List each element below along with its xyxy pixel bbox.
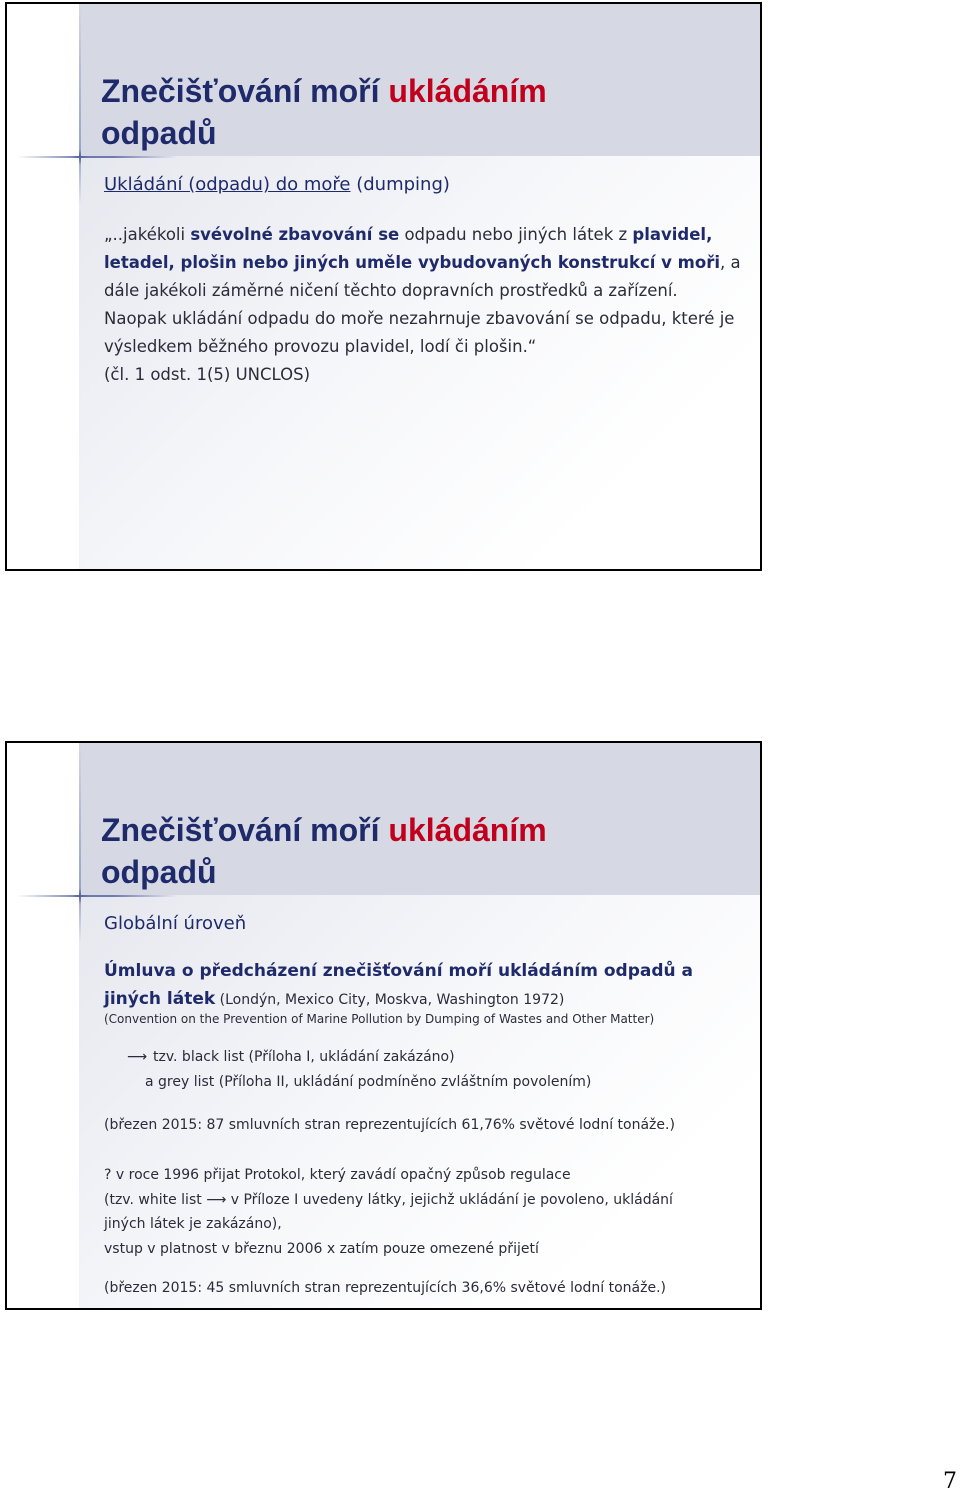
convention-title: Úmluva o předcházení znečišťování moří ukládáním odpadů a jiných látek (Londýn, Mexico City, Moskva, Washington 1972) bbox=[104, 961, 694, 1009]
parties-note-2: (březen 2015: 45 smluvních stran reprezentujících 36,6% světové lodní tonáže.) bbox=[104, 1280, 667, 1296]
slide-subtitle: Globální úroveň bbox=[104, 913, 247, 934]
title-highlight: ukládáním bbox=[388, 73, 547, 109]
black-list-item: ⟶ tzv. black list (Příloha I, ukládání zakázáno) bbox=[127, 1045, 762, 1070]
grey-list-item: a grey list (Příloha II, ukládání podmíněno zvláštním povolením) bbox=[145, 1074, 592, 1090]
decor-vertical-line bbox=[79, 743, 81, 943]
quote-source: (čl. 1 odst. 1(5) UNCLOS) bbox=[104, 365, 311, 384]
arrow-icon: ⟶ bbox=[206, 1191, 227, 1208]
decor-star-icon bbox=[72, 149, 88, 165]
decor-horizontal-line bbox=[17, 156, 177, 158]
slide-title: Znečišťování moří ukládáním odpadů bbox=[101, 73, 547, 151]
decor-horizontal-line bbox=[17, 895, 177, 897]
annex-lists bbox=[127, 1045, 762, 1095]
slide-title: Znečišťování moří ukládáním odpadů bbox=[101, 812, 547, 890]
definition-quote: „..jakékoli svévolné zbavování se odpadu nebo jiných látek z plavidel, letadel, plošin nebo jiných uměle vybudovaných konstrukcí v moři, a dále jakékoli záměrné ničení těchto dopravních prostředků a zařízení. Naopak ukládání odpadu do moře nezahrnuje zbavování se odpadu, které je výsledkem běžného provozu plavidel, lodí či plošin.“ (čl. 1 odst. 1(5) UNCLOS) bbox=[104, 225, 741, 384]
slide-subtitle: Ukládání (odpadu) do moře (dumping) bbox=[104, 174, 450, 195]
decor-star-icon bbox=[72, 888, 88, 904]
convention-english: (Convention on the Prevention of Marine Pollution by Dumping of Wastes and Other Matter) bbox=[104, 1012, 655, 1026]
slide-1 bbox=[5, 2, 762, 571]
arrow-icon: ⟶ bbox=[127, 1049, 148, 1065]
title-highlight: ukládáním bbox=[388, 812, 547, 848]
slide-2 bbox=[5, 741, 762, 1310]
parties-note-1: (březen 2015: 87 smluvních stran reprezentujících 61,76% světové lodní tonáže.) bbox=[104, 1117, 675, 1133]
page-number: 7 bbox=[943, 1469, 957, 1494]
decor-vertical-line bbox=[79, 4, 81, 204]
protocol-paragraph: ? v roce 1996 přijat Protokol, který zavádí opačný způsob regulace (tzv. white list ⟶ v Příloze I uvedeny látky, jejichž ukládání je povoleno, ukládání jiných látek je zakázáno), vstup v platnost v březnu 2006 x zatím pouze omezené přijetí bbox=[104, 1167, 673, 1257]
